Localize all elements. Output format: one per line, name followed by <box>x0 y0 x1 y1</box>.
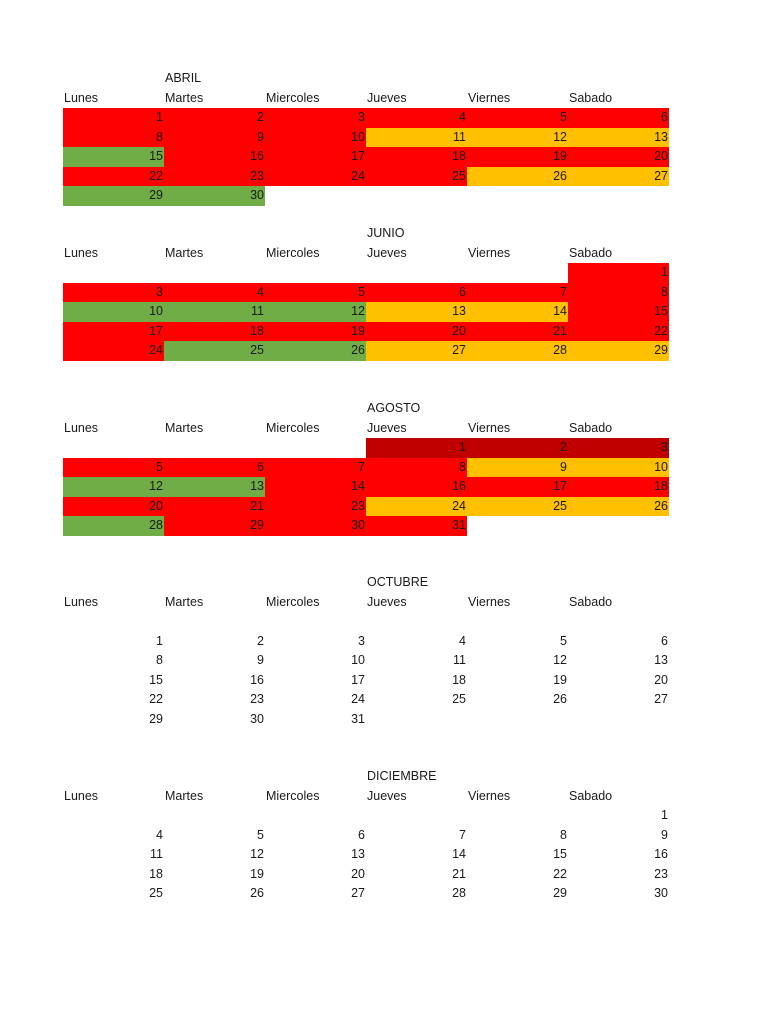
day-cell[interactable]: 10 <box>63 302 164 322</box>
day-cell[interactable]: 3 <box>265 108 366 128</box>
day-cell[interactable]: 17 <box>351 672 365 687</box>
day-cell[interactable]: 30 <box>250 711 264 726</box>
day-cell[interactable] <box>63 263 164 283</box>
day-cell[interactable]: 16 <box>654 847 668 861</box>
day-cell[interactable]: 8 <box>63 128 164 148</box>
day-cell[interactable] <box>366 263 467 283</box>
day-cell[interactable]: 3 <box>568 438 669 458</box>
day-cell[interactable] <box>568 612 669 632</box>
day-cell[interactable]: 20 <box>366 322 467 342</box>
day-cell[interactable]: 18 <box>568 477 669 497</box>
weekday-header: Sabado <box>569 90 613 105</box>
day-cell[interactable]: 15 <box>568 302 669 322</box>
weekday-header: Lunes <box>64 788 99 803</box>
day-cell[interactable]: 29 <box>553 886 567 900</box>
day-cell[interactable]: 2 <box>164 108 265 128</box>
day-cell[interactable] <box>164 263 265 283</box>
day-cell[interactable]: 30 <box>164 186 265 206</box>
day-cell[interactable]: 15 <box>553 847 567 861</box>
weekday-header: Jueves <box>367 245 407 260</box>
day-cell[interactable]: 9 <box>257 653 264 667</box>
day-cell[interactable]: 12 <box>265 302 366 322</box>
day-cell[interactable] <box>63 438 164 458</box>
day-cell[interactable]: 31 <box>366 516 467 536</box>
day-cell[interactable] <box>265 438 366 458</box>
day-cell[interactable]: 31 <box>351 711 365 726</box>
day-cell[interactable]: 24 <box>351 692 365 706</box>
day-cell[interactable]: 26 <box>568 497 669 517</box>
day-cell[interactable] <box>467 186 568 206</box>
day-cell[interactable]: 10 <box>265 128 366 148</box>
day-cell[interactable]: 17 <box>467 477 568 497</box>
day-cell[interactable] <box>366 806 467 826</box>
weekday-header: Lunes <box>64 420 99 435</box>
day-cell[interactable]: 13 <box>568 128 669 148</box>
day-cell[interactable]: 18 <box>149 866 163 881</box>
day-cell[interactable]: 14 <box>452 847 466 861</box>
weekday-header: Martes <box>165 788 204 803</box>
day-cell[interactable]: 22 <box>553 866 567 881</box>
day-cell[interactable]: 1 <box>156 633 163 648</box>
day-cell[interactable]: 23 <box>654 866 668 881</box>
day-cell[interactable]: 6 <box>661 633 668 648</box>
day-cell[interactable]: 3 <box>63 283 164 303</box>
day-cell[interactable]: 2 <box>467 438 568 458</box>
day-cell[interactable]: 21 <box>467 322 568 342</box>
day-cell[interactable] <box>568 186 669 206</box>
day-cell[interactable]: 1 <box>63 108 164 128</box>
day-cell[interactable]: 27 <box>568 167 669 187</box>
day-cell[interactable]: 21 <box>164 497 265 517</box>
day-cell[interactable]: 17 <box>265 147 366 167</box>
day-cell[interactable] <box>366 612 467 632</box>
day-cell[interactable]: 4 <box>459 633 466 648</box>
day-cell[interactable]: 1 <box>568 263 669 283</box>
day-cell[interactable] <box>265 186 366 206</box>
day-cell[interactable]: 26 <box>265 341 366 361</box>
weekday-header: Martes <box>165 245 204 260</box>
day-cell[interactable]: 19 <box>553 672 567 687</box>
day-cell[interactable]: 8 <box>560 827 567 842</box>
day-cell[interactable]: 6 <box>164 458 265 478</box>
day-cell[interactable]: 1 <box>366 438 467 458</box>
day-cell[interactable]: 11 <box>164 302 265 322</box>
day-cell[interactable] <box>467 516 568 536</box>
day-cell[interactable]: 3 <box>358 633 365 648</box>
weekday-header: Lunes <box>64 245 99 260</box>
day-cell[interactable] <box>164 806 265 826</box>
day-cell[interactable] <box>164 612 265 632</box>
month-title: DICIEMBRE <box>367 769 437 783</box>
weekday-header: Miercoles <box>266 245 320 260</box>
weekday-header: Miercoles <box>266 788 320 803</box>
day-cell[interactable]: 29 <box>63 186 164 206</box>
weekday-header: Miercoles <box>266 90 320 105</box>
day-cell[interactable]: 19 <box>265 322 366 342</box>
day-cell[interactable]: 25 <box>452 692 466 706</box>
day-cell[interactable]: 7 <box>459 827 466 842</box>
day-cell[interactable]: 25 <box>149 886 163 900</box>
day-cell[interactable]: 26 <box>250 886 264 900</box>
day-cell[interactable]: 4 <box>366 108 467 128</box>
day-cell[interactable]: 10 <box>351 653 365 667</box>
day-cell[interactable]: 26 <box>553 692 567 706</box>
day-cell[interactable] <box>467 612 568 632</box>
weekday-header: Sabado <box>569 594 613 609</box>
day-cell[interactable]: 24 <box>63 341 164 361</box>
day-cell[interactable]: 8 <box>156 653 163 667</box>
day-cell[interactable]: 12 <box>553 653 567 667</box>
day-cell[interactable] <box>164 438 265 458</box>
day-cell[interactable]: 8 <box>568 283 669 303</box>
day-cell[interactable]: 8 <box>366 458 467 478</box>
weekday-header: Jueves <box>367 788 407 803</box>
day-cell[interactable]: 11 <box>453 653 466 667</box>
weekday-header: Sabado <box>569 245 613 260</box>
day-cell[interactable]: 19 <box>467 147 568 167</box>
day-cell[interactable]: 15 <box>63 147 164 167</box>
day-cell[interactable] <box>366 186 467 206</box>
weekday-header: Viernes <box>468 594 511 609</box>
day-cell[interactable]: 29 <box>149 711 163 726</box>
day-cell[interactable]: 6 <box>366 283 467 303</box>
day-cell[interactable]: 5 <box>265 283 366 303</box>
day-cell[interactable]: 5 <box>560 633 567 648</box>
day-cell[interactable]: 9 <box>467 458 568 478</box>
day-cell[interactable]: 27 <box>351 886 365 900</box>
day-cell[interactable]: 23 <box>164 167 265 187</box>
day-cell[interactable]: 23 <box>265 497 366 517</box>
day-cell[interactable]: 11 <box>366 128 467 148</box>
day-cell[interactable] <box>467 263 568 283</box>
day-cell[interactable] <box>265 806 366 826</box>
weekday-header: Viernes <box>468 245 511 260</box>
day-cell[interactable]: 5 <box>467 108 568 128</box>
day-cell[interactable] <box>568 516 669 536</box>
day-cell[interactable]: 16 <box>366 477 467 497</box>
weekday-header: Viernes <box>468 90 511 105</box>
day-cell[interactable]: 13 <box>351 847 365 861</box>
weekday-header: Martes <box>165 420 204 435</box>
day-cell[interactable]: 2 <box>257 633 264 648</box>
day-cell[interactable]: 21 <box>452 866 466 881</box>
weekday-header: Sabado <box>569 788 613 803</box>
day-cell[interactable]: 17 <box>63 322 164 342</box>
day-cell[interactable] <box>63 612 164 632</box>
day-cell[interactable]: 12 <box>63 477 164 497</box>
day-cell[interactable]: 10 <box>568 458 669 478</box>
day-cell[interactable] <box>63 806 164 826</box>
day-cell[interactable]: 9 <box>164 128 265 148</box>
day-cell[interactable]: 25 <box>467 497 568 517</box>
weekday-header: Martes <box>165 90 204 105</box>
weekday-header: Jueves <box>367 594 407 609</box>
day-cell[interactable]: 5 <box>257 827 264 842</box>
day-cell[interactable]: 27 <box>366 341 467 361</box>
month-title: OCTUBRE <box>367 575 429 589</box>
day-cell[interactable]: 4 <box>156 827 163 842</box>
day-cell[interactable]: 1 <box>661 808 668 822</box>
day-cell[interactable]: 13 <box>654 653 668 667</box>
day-cell[interactable]: 9 <box>661 827 668 842</box>
day-cell[interactable]: 25 <box>366 167 467 187</box>
day-cell[interactable]: 6 <box>568 108 669 128</box>
day-cell[interactable]: 5 <box>63 458 164 478</box>
day-cell[interactable]: 14 <box>467 302 568 322</box>
weekday-header: Miercoles <box>266 420 320 435</box>
month-title: AGOSTO <box>367 401 421 415</box>
day-cell[interactable]: 13 <box>366 302 467 322</box>
day-cell[interactable]: 28 <box>452 886 466 900</box>
day-cell[interactable]: 20 <box>63 497 164 517</box>
day-cell[interactable] <box>467 806 568 826</box>
day-cell[interactable]: 29 <box>568 341 669 361</box>
weekday-header: Miercoles <box>266 594 320 609</box>
day-cell[interactable]: 15 <box>149 672 163 687</box>
day-cell[interactable]: 28 <box>63 516 164 536</box>
day-cell[interactable]: 16 <box>250 672 264 687</box>
weekday-header: Lunes <box>64 594 99 609</box>
day-cell[interactable]: 4 <box>164 283 265 303</box>
weekday-header: Sabado <box>569 420 613 435</box>
day-cell[interactable]: 20 <box>351 866 365 881</box>
weekday-header: Martes <box>165 594 204 609</box>
day-cell[interactable]: 12 <box>467 128 568 148</box>
day-cell[interactable]: 18 <box>452 672 466 687</box>
day-cell[interactable] <box>265 612 366 632</box>
day-cell[interactable]: 23 <box>250 692 264 706</box>
day-cell[interactable]: 30 <box>654 886 668 900</box>
day-cell[interactable]: 26 <box>467 167 568 187</box>
day-cell[interactable]: 14 <box>265 477 366 497</box>
day-cell[interactable] <box>265 263 366 283</box>
day-cell[interactable]: 22 <box>63 167 164 187</box>
day-cell[interactable] <box>568 710 669 730</box>
day-cell[interactable]: 12 <box>250 847 264 861</box>
weekday-header: Jueves <box>367 90 407 105</box>
month-title: ABRIL <box>165 71 202 85</box>
day-cell[interactable]: 11 <box>150 847 163 861</box>
day-cell[interactable]: 20 <box>654 672 668 687</box>
day-cell[interactable]: 7 <box>265 458 366 478</box>
month-title: JUNIO <box>367 226 405 240</box>
day-cell[interactable]: 18 <box>164 322 265 342</box>
day-cell[interactable]: 24 <box>265 167 366 187</box>
day-cell[interactable]: 24 <box>366 497 467 517</box>
day-cell[interactable] <box>366 710 467 730</box>
day-cell[interactable]: 18 <box>366 147 467 167</box>
day-cell[interactable]: 28 <box>467 341 568 361</box>
day-cell[interactable]: 13 <box>164 477 265 497</box>
weekday-header: Viernes <box>468 420 511 435</box>
weekday-header: Viernes <box>468 788 511 803</box>
day-cell[interactable] <box>467 710 568 730</box>
day-cell[interactable]: 30 <box>265 516 366 536</box>
day-cell[interactable]: 22 <box>568 322 669 342</box>
weekday-header: Lunes <box>64 90 99 105</box>
day-cell[interactable]: 22 <box>149 692 163 706</box>
weekday-header: Jueves <box>367 420 407 435</box>
day-cell[interactable]: 7 <box>467 283 568 303</box>
day-cell[interactable]: 16 <box>164 147 265 167</box>
day-cell[interactable]: 27 <box>654 692 668 706</box>
day-cell[interactable]: 6 <box>358 827 365 842</box>
day-cell[interactable]: 25 <box>164 341 265 361</box>
day-cell[interactable]: 20 <box>568 147 669 167</box>
day-cell[interactable]: 29 <box>164 516 265 536</box>
day-cell[interactable]: 19 <box>250 866 264 881</box>
